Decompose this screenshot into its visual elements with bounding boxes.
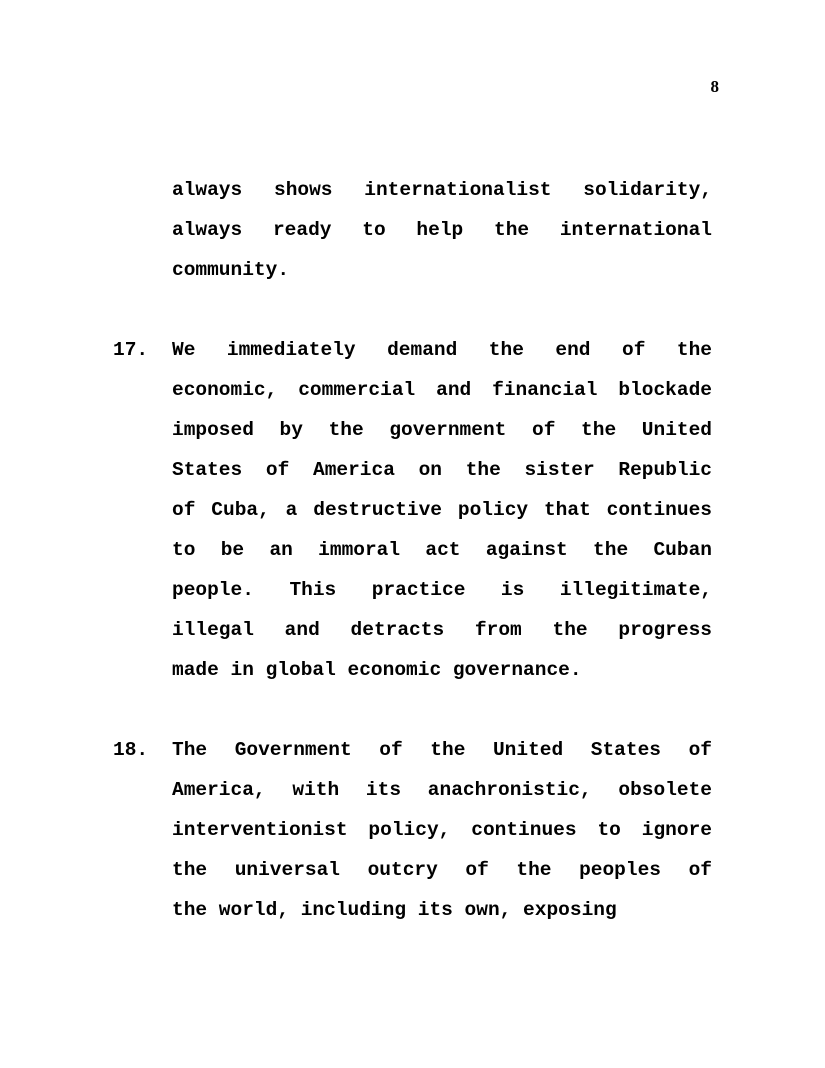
text-line: States of America on the sister Republic [172, 459, 712, 481]
paragraph [113, 170, 712, 290]
paragraph-text [172, 330, 712, 690]
text-line: America, with its anachronistic, obsolete [172, 779, 712, 801]
paragraph-number: 18. [113, 739, 149, 761]
paragraph-number: 17. [113, 339, 149, 361]
document-body [113, 170, 712, 930]
text-line: community. [172, 259, 290, 281]
text-line: The Government of the United States of [172, 739, 712, 761]
page-number: 8 [710, 77, 719, 96]
text-line: imposed by the government of the United [172, 419, 712, 441]
text-line: of Cuba, a destructive policy that continues [172, 499, 712, 521]
text-line: interventionist policy, continues to ignore [172, 819, 712, 841]
paragraph [113, 330, 712, 690]
text-line: made in global economic governance. [172, 659, 582, 681]
text-line: economic, commercial and financial blockade [172, 379, 712, 401]
text-line: the universal outcry of the peoples of [172, 859, 712, 881]
text-line: always shows internationalist solidarity, [172, 179, 712, 201]
text-line: illegal and detracts from the progress [172, 619, 712, 641]
paragraph [113, 730, 712, 930]
text-line: to be an immoral act against the Cuban [172, 539, 712, 561]
paragraph-text [172, 170, 712, 290]
text-line: always ready to help the international [172, 219, 712, 241]
text-line: the world, including its own, exposing [172, 899, 617, 921]
text-line: people. This practice is illegitimate, [172, 579, 712, 601]
paragraph-text [172, 730, 712, 930]
text-line: We immediately demand the end of the [172, 339, 712, 361]
